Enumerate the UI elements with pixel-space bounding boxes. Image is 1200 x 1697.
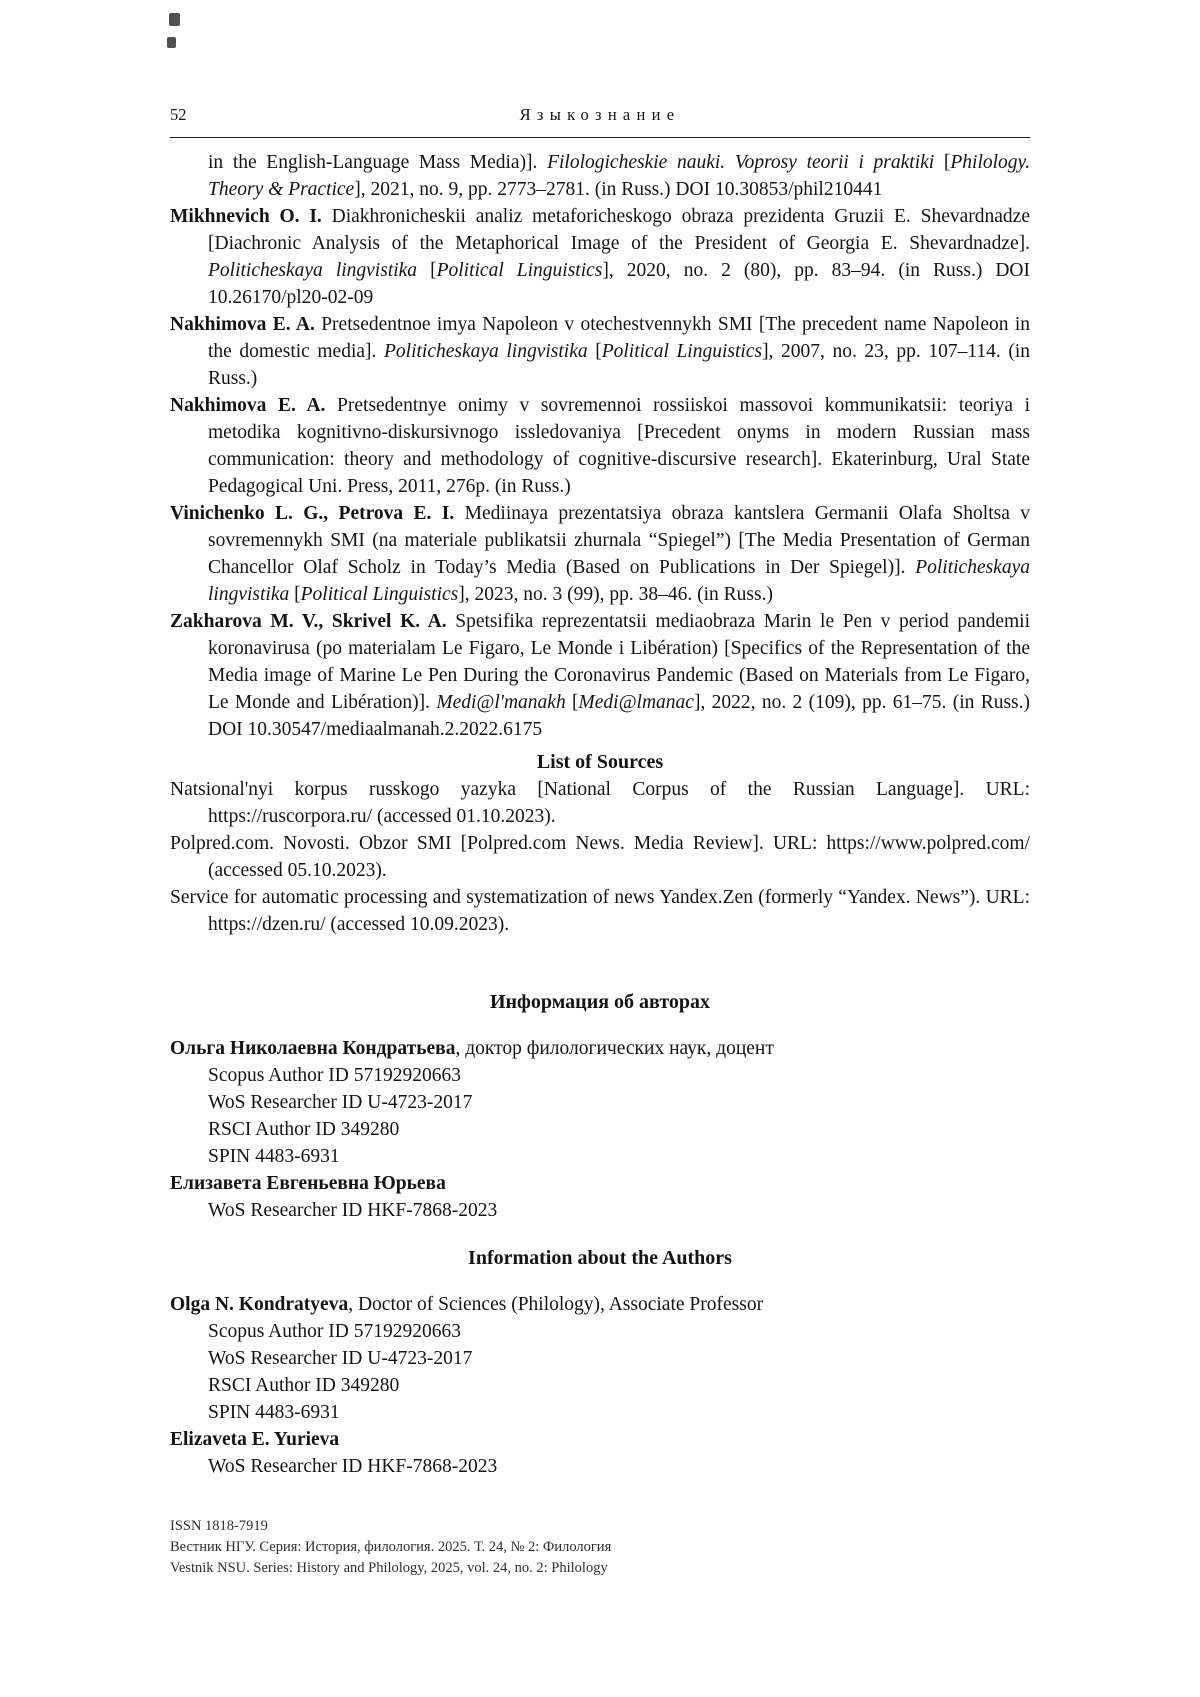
- author-id: RSCI Author ID 349280: [208, 1119, 400, 1140]
- author-id: RSCI Author ID 349280: [208, 1375, 400, 1396]
- page-footer: [170, 1516, 1030, 1579]
- reference-entry: Nakhimova E. A. Pretsedentnoe imya Napoleon v otechestvennykh SMI [The precedent name Napoleon in the domestic media]. Politicheskaya lingvistika [Political Linguistics], 2007, no. 23, pp. 107–114. (in Russ.): [170, 314, 1031, 389]
- author-name-line: [170, 1426, 1030, 1453]
- author-name: Елизавета Евгеньевна Юрьева: [170, 1173, 446, 1194]
- author-id: Scopus Author ID 57192920663: [208, 1065, 461, 1086]
- author-id: WoS Researcher ID U-4723-2017: [208, 1092, 473, 1113]
- source-entry: Service for automatic processing and systematization of news Yandex.Zen (formerly “Yandex. News”). URL: https://dzen.ru/ (accessed 10.09.2023).: [170, 887, 1030, 935]
- author-name: Ольга Николаевна Кондратьева: [170, 1038, 456, 1059]
- author-name-line: [170, 1170, 1030, 1197]
- running-head: [170, 104, 1030, 138]
- reference-entry: Mikhnevich O. I. Diakhronicheskii analiz metaforicheskogo obraza prezidenta Gruzii E. Shevardnadze [Diachronic Analysis of the Metaphorical Image of the President of Georgia E. Shevardnadze]. Politicheskaya lingvistika [Political Linguistics], 2020, no. 2 (80), pp. 83–94. (in Russ.) DOI 10.26170/pl20-02-09: [170, 206, 1031, 308]
- author-name-line: [170, 1291, 1030, 1318]
- authors-info-ru-heading: Информация об авторах: [489, 991, 711, 1013]
- page-content: [170, 104, 1030, 1480]
- footer-journal-line-en: Vestnik NSU. Series: History and Philology, 2025, vol. 24, no. 2: Philology: [170, 1560, 608, 1576]
- footer-journal-line-ru: Вестник НГУ. Серия: История, филология. 2025. Т. 24, № 2: Филология: [170, 1539, 612, 1555]
- running-head-title: Языкознание: [519, 105, 681, 124]
- sources-heading: List of Sources: [536, 751, 664, 773]
- author-id: WoS Researcher ID HKF-7868-2023: [208, 1456, 498, 1477]
- references-section: [170, 149, 1030, 743]
- author-degree: , Doctor of Sciences (Philology), Associate Professor: [348, 1294, 764, 1315]
- author-name: Elizaveta E. Yurieva: [170, 1429, 340, 1450]
- author-degree: , доктор филологических наук, доцент: [455, 1038, 774, 1059]
- source-entry: Polpred.com. Novosti. Obzor SMI [Polpred.com News. Media Review]. URL: https://www.polpred.com/ (accessed 05.10.2023).: [170, 833, 1030, 881]
- author-id: WoS Researcher ID U-4723-2017: [208, 1348, 473, 1369]
- page-number: 52: [170, 105, 187, 124]
- author-name-line: [170, 1035, 1030, 1062]
- sources-list: [170, 776, 1030, 938]
- reference-entry: Vinichenko L. G., Petrova E. I. Mediinaya prezentatsiya obraza kantslera Germanii Olafa Sholtsa v sovremennykh SMI (na materiale publikatsii zhurnala “Spiegel”) [The Media Presentation of German Chancellor Olaf Scholz in Today’s Media (Based on Publications in Der Spiegel)]. Politicheskaya lingvistika [Political Linguistics], 2023, no. 3 (99), pp. 38–46. (in Russ.): [170, 503, 1030, 605]
- reference-entry: in the English-Language Mass Media)]. Filologicheskie nauki. Voprosy teorii i praktiki [Philology. Theory & Practice], 2021, no. 9, pp. 2773–2781. (in Russ.) DOI 10.30853/phil210441: [208, 152, 1030, 200]
- footer-issn: ISSN 1818-7919: [170, 1518, 268, 1534]
- authors-info-en-heading: Information about the Authors: [468, 1247, 732, 1269]
- author-id: WoS Researcher ID HKF-7868-2023: [208, 1200, 498, 1221]
- author-id: SPIN 4483-6931: [208, 1402, 340, 1423]
- scan-artifact: [169, 13, 180, 26]
- author-name: Olga N. Kondratyeva: [170, 1294, 349, 1315]
- scan-artifact: [167, 37, 176, 48]
- authors-info-en: [170, 1291, 1030, 1480]
- authors-info-ru: [170, 1035, 1030, 1224]
- reference-entry: Zakharova M. V., Skrivel K. A. Spetsifika reprezentatsii mediaobraza Marin le Pen v period pandemii koronavirusa (po materialam Le Figaro, Le Monde i Libération) [Specifics of the Representation of the Media image of Marine Le Pen During the Coronavirus Pandemic (Based on Materials from Le Figaro, Le Monde and Libération)]. Medi@l'manakh [Medi@lmanac], 2022, no. 2 (109), pp. 61–75. (in Russ.) DOI 10.30547/mediaalmanah.2.2022.6175: [170, 611, 1031, 740]
- source-entry: Natsional'nyi korpus russkogo yazyka [National Corpus of the Russian Language]. URL: https://ruscorpora.ru/ (accessed 01.10.2023).: [170, 779, 1030, 827]
- reference-entry: Nakhimova E. A. Pretsedentnye onimy v sovremennoi rossiiskoi massovoi kommunikatsii: teoriya i metodika kognitivno-diskursivnogo issledovaniya [Precedent onyms in modern Russian mass communication: theory and methodology of cognitive-discursive research]. Ekaterinburg, Ural State Pedagogical Uni. Press, 2011, 276p. (in Russ.): [170, 395, 1030, 497]
- author-id: SPIN 4483-6931: [208, 1146, 340, 1167]
- author-id: Scopus Author ID 57192920663: [208, 1321, 461, 1342]
